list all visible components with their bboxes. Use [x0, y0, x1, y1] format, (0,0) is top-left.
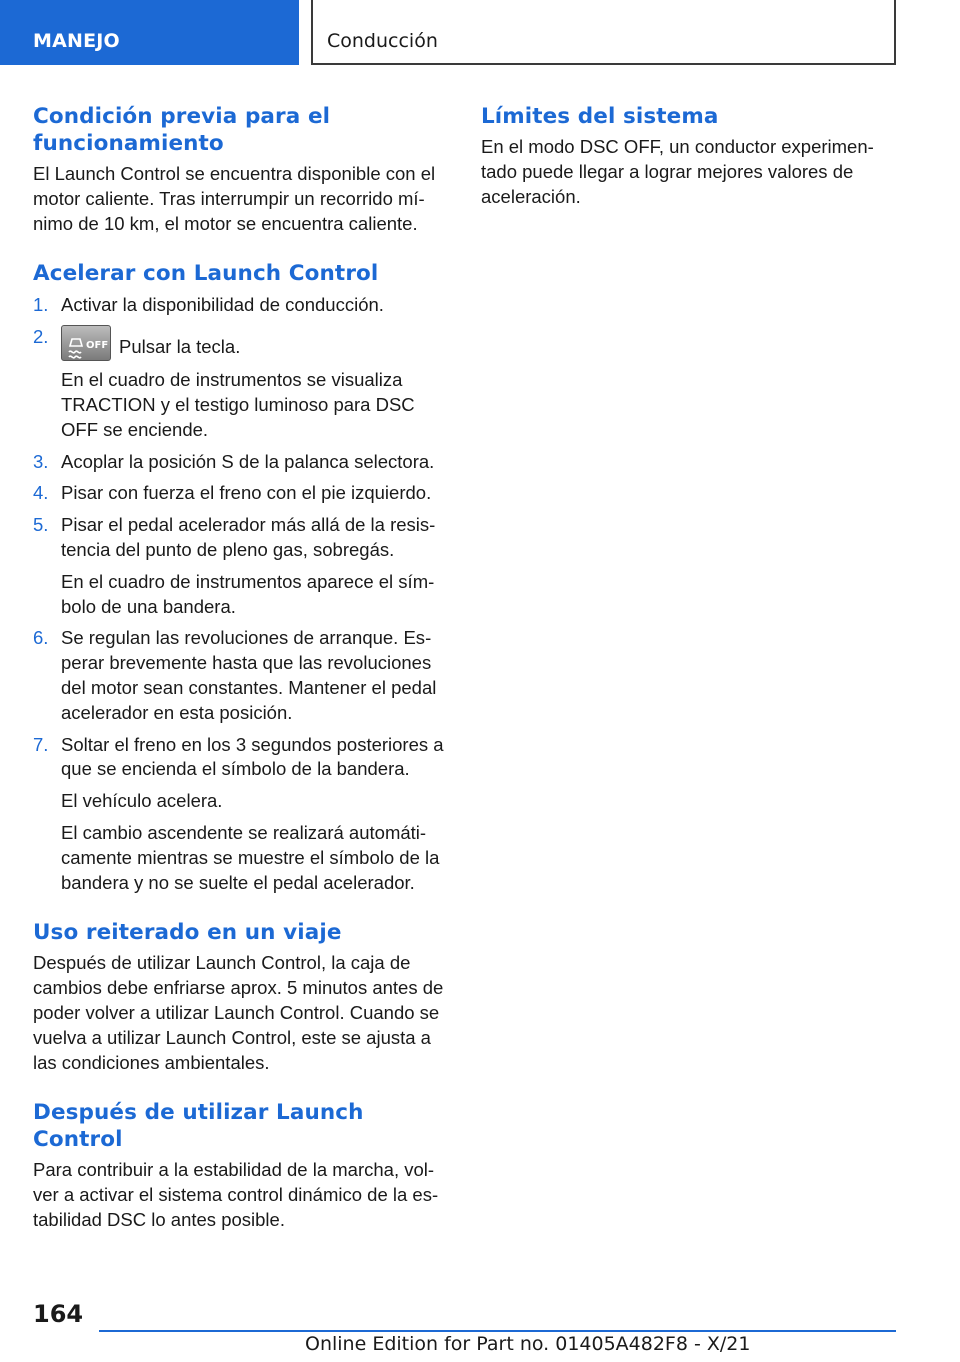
right-column: [481, 103, 896, 209]
step-subtext: El vehículo acelera.: [61, 790, 223, 812]
footer-divider: [99, 1330, 896, 1332]
header-chapter-label: Conducción: [327, 30, 438, 52]
step-text: Pisar con fuerza el freno con el pie izquierdo.: [61, 482, 432, 504]
section-title-launch-control: Acelerar con Launch Control: [33, 261, 379, 287]
step-number: 2.: [33, 326, 49, 348]
dsc-off-icon-label: OFF: [86, 340, 109, 352]
header-section-tab: [0, 0, 299, 65]
list-item: [33, 481, 448, 506]
section-text-system-limits: En el modo DSC OFF, un conductor experimentado puede llegar a lograr mejores valores de aceleración.: [481, 136, 874, 207]
step-text-with-icon: [61, 325, 448, 361]
step-number: 7.: [33, 733, 49, 755]
section-title-after-use: Después de utilizar Launch Control: [33, 1100, 364, 1153]
step-text: Activar la disponibilidad de conducción.: [61, 294, 384, 316]
list-item: [33, 513, 448, 619]
step-text: Acoplar la posición S de la palanca selectora.: [61, 450, 435, 472]
section-title-precondition: Condición previa para el funcionamiento: [33, 104, 331, 156]
section-text-repeated-use: Después de utilizar Launch Control, la caja de cambios debe enfriarse aprox. 5 minutos antes de poder volver a utilizar Launch Control. Cuando se vuelva a utilizar Launch Control, este se ajusta a las condiciones ambientales.: [33, 952, 444, 1073]
step-number: 1.: [33, 294, 49, 316]
step-text: Soltar el freno en los 3 segundos posteriores a que se encienda el símbolo de la bandera.: [61, 733, 444, 780]
step-subtext: El cambio ascendente se realizará automáticamente mientras se muestre el símbolo de la bandera y no se suelte el pedal acelerador.: [61, 821, 440, 893]
step-subtext: En el cuadro de instrumentos aparece el símbolo de una bandera.: [61, 570, 435, 617]
step-number: 4.: [33, 482, 49, 504]
step-number: 3.: [33, 450, 49, 472]
list-item: [33, 733, 448, 896]
launch-control-steps: [33, 293, 448, 895]
list-item: [33, 325, 448, 442]
section-text-precondition: El Launch Control se encuentra disponible con el motor caliente. Tras interrumpir un recorrido mínimo de 10 km, el motor se encuentra caliente.: [33, 163, 436, 234]
footer-edition-link[interactable]: Online Edition for Part no. 01405A482F8 - X/21: [305, 1333, 751, 1355]
step-number: 5.: [33, 514, 49, 536]
left-column: [33, 103, 448, 1233]
section-text-after-use: Para contribuir a la estabilidad de la marcha, volver a activar el sistema control dinámico de la estabilidad DSC lo antes posible.: [33, 1159, 439, 1230]
list-item: [33, 450, 448, 475]
header-chapter-box: [311, 0, 896, 65]
page-number: 164: [33, 1300, 84, 1328]
step-text: Pisar el pedal acelerador más allá de la resistencia del punto de pleno gas, sobregás.: [61, 514, 436, 560]
step-number: 6.: [33, 627, 49, 649]
step-subtext: En el cuadro de instrumentos se visualiza TRACTION y el testigo luminoso para DSC OFF se enciende.: [61, 369, 415, 440]
section-title-repeated-use: Uso reiterado en un viaje: [33, 920, 342, 946]
section-title-system-limits: Límites del sistema: [481, 104, 719, 129]
dsc-off-button-icon: [61, 325, 111, 361]
header-section-label: MANEJO: [33, 30, 120, 52]
list-item: [33, 626, 448, 725]
step-text: Pulsar la tecla.: [119, 336, 241, 358]
step-text: Se regulan las revoluciones de arranque. Esperar brevemente hasta que las revoluciones del motor sean constantes. Mantener el pedal acelerador en esta posición.: [61, 627, 437, 723]
list-item: [33, 293, 448, 318]
